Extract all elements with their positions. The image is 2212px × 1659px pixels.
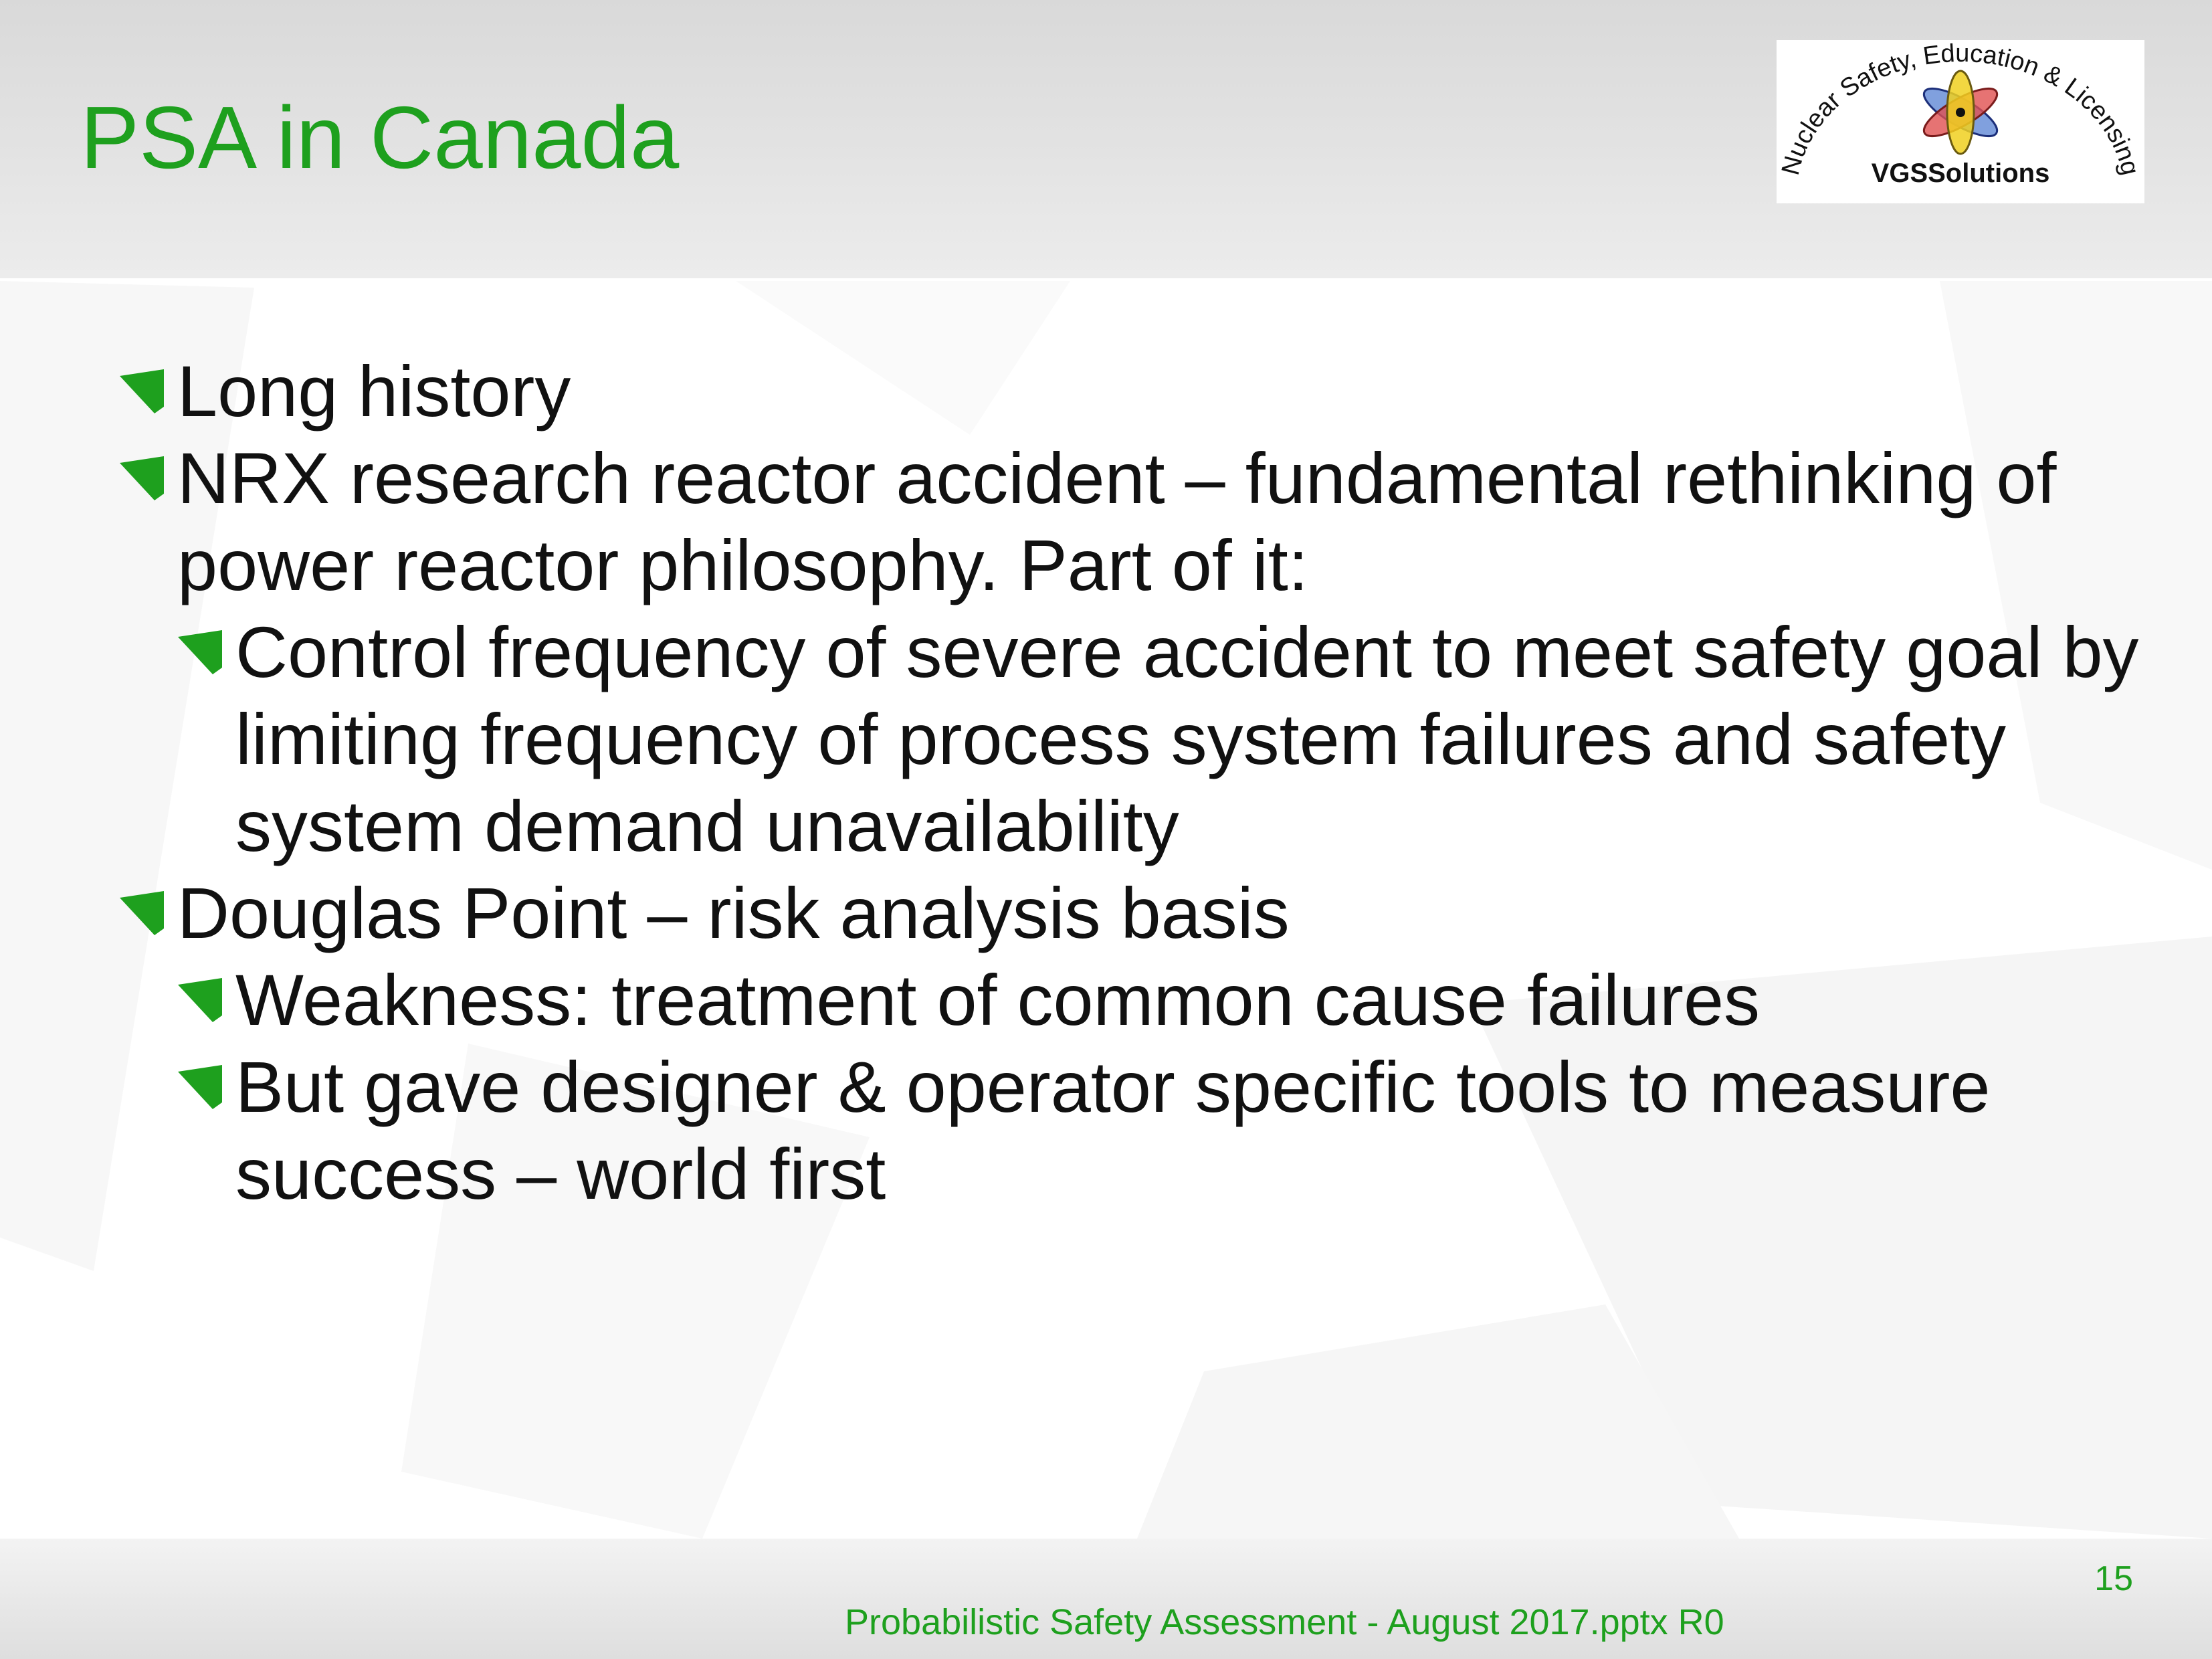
bullet-nrx-accident	[177, 435, 2117, 609]
green-wedge-icon	[177, 977, 223, 1023]
green-wedge-icon	[177, 629, 223, 676]
bullet-control-frequency	[235, 609, 2175, 870]
bullet-douglas-point	[177, 870, 2117, 957]
slide-title: PSA in Canada	[80, 88, 680, 187]
logo-arc-text: Nuclear Safety, Education & Licensing	[1777, 40, 2144, 178]
bullet-text: Control frequency of severe accident to meet safety goal by limiting frequency of process system failures and safety system demand unavailability	[235, 611, 2139, 866]
bullet-text: But gave designer & operator specific tools to measure success – world first	[235, 1046, 1991, 1214]
page-number: 15	[2094, 1559, 2133, 1598]
bullet-text: NRX research reactor accident – fundamental rethinking of power reactor philosophy. Part of it:	[177, 437, 2057, 605]
green-wedge-icon	[118, 368, 165, 415]
bullet-designer-tools	[235, 1044, 2175, 1217]
bullet-text: Weakness: treatment of common cause failures	[235, 959, 1761, 1040]
green-wedge-icon	[118, 890, 165, 937]
footer-text: Probabilistic Safety Assessment - August 2017.pptx R0	[845, 1602, 1724, 1642]
bullet-text: Long history	[177, 351, 571, 431]
bullet-weakness	[235, 957, 2175, 1044]
bullet-text: Douglas Point – risk analysis basis	[177, 872, 1290, 953]
logo-brand-text: VGSSolutions	[1871, 159, 2050, 188]
green-wedge-icon	[118, 455, 165, 502]
bullet-long-history	[177, 348, 2117, 435]
green-wedge-icon	[177, 1064, 223, 1110]
